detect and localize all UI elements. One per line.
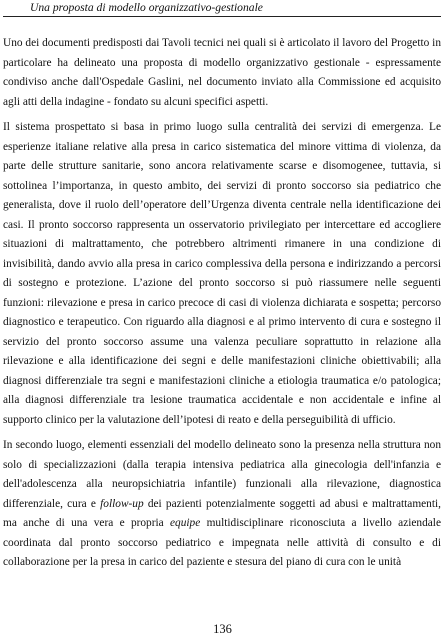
body-text [3, 34, 441, 573]
running-header: Una proposta di modello organizzativo-gestionale [30, 1, 263, 14]
follow-up-term: follow-up [100, 497, 144, 510]
paragraph-3-text-a: In secondo luogo, elementi essenziali del modello delineato sono la presenza nella struttura non solo di specializzazioni (dalla terapia intensiva pediatrica alla ginecologia dell'infanzia e dell'adolescenza alla neuropsichiatria infantile) funzionali alla rilevazione, diagnostica differenziale, cura e [3, 439, 441, 510]
header-rule [3, 16, 441, 17]
paragraph-1: Uno dei documenti predisposti dai Tavoli tecnici nei quali si è articolato il lavoro del Progetto in particolare ha delineato una proposta di modello organizzativo gestionale - espressamente condiviso anche dall'Ospedale Gaslini, nel documento inviato alla Commissione ed acquisito agli atti della indagine - fondato su alcuni specifici aspetti. [3, 37, 441, 108]
paragraph-3-text-b: dei pazienti potenzialmente soggetti ad abusi e maltrattamenti, ma anche di una vera e propria [3, 497, 441, 529]
equipe-term: equipe [170, 517, 201, 529]
paragraph-2: Il sistema prospettato si basa in primo luogo sulla centralità dei servizi di emergenza. Le esperienze italiane relative alla presa in carico sistematica del minore vittima di violenza, da parte delle strutture sanitarie, sono ancora relativamente scarse e disomogenee, tuttavia, si sottolinea l’importanza, in questo ambito, dei servizi di pronto soccorso sia pediatrico che generalista, dove il ruolo dell’operatore dell’Urgenza diventa centrale nella identificazione dei casi. Il pronto soccorso rappresenta un osservatorio privilegiato per intercettare ed accogliere situazioni di maltrattamento, che potrebbero altrimenti rimanere in una condizione di invisibilità, dando avvio alla presa in carico complessiva della persona e indirizzando a percorsi di sostegno e protezione. L’azione del pronto soccorso si può riassumere nelle seguenti funzioni: rilevazione e presa in carico precoce di casi di violenza dichiarata e sospetta; percorso diagnostico e terapeutico. Con riguardo alla diagnosi e al primo intervento di cura e sostegno il servizio del pronto soccorso assume una valenza peculiare soprattutto in relazione alla rilevazione e alla identificazione dei segni e delle manifestazioni cliniche obiettivabili; alla diagnosi differenziale tra segni e manifestazioni cliniche a etiologia traumatica e/o patologica; alla diagnosi differenziale tra lesione traumatica accidentale e non accidentale e infine al supporto clinico per la valutazione dell’ipotesi di reato e della perseguibilità di ufficio. [3, 121, 441, 426]
page-number: 136 [213, 622, 232, 636]
paragraph-3-text-c: multidisciplinare riconosciuta a livello aziendale coordinata dal pronto soccorso pediatrico e impegnata nelle attività di consulto e di collaborazione per la presa in carico del paziente e stesura del piano di cura con le unità [3, 517, 441, 568]
paragraph-3 [3, 436, 441, 573]
